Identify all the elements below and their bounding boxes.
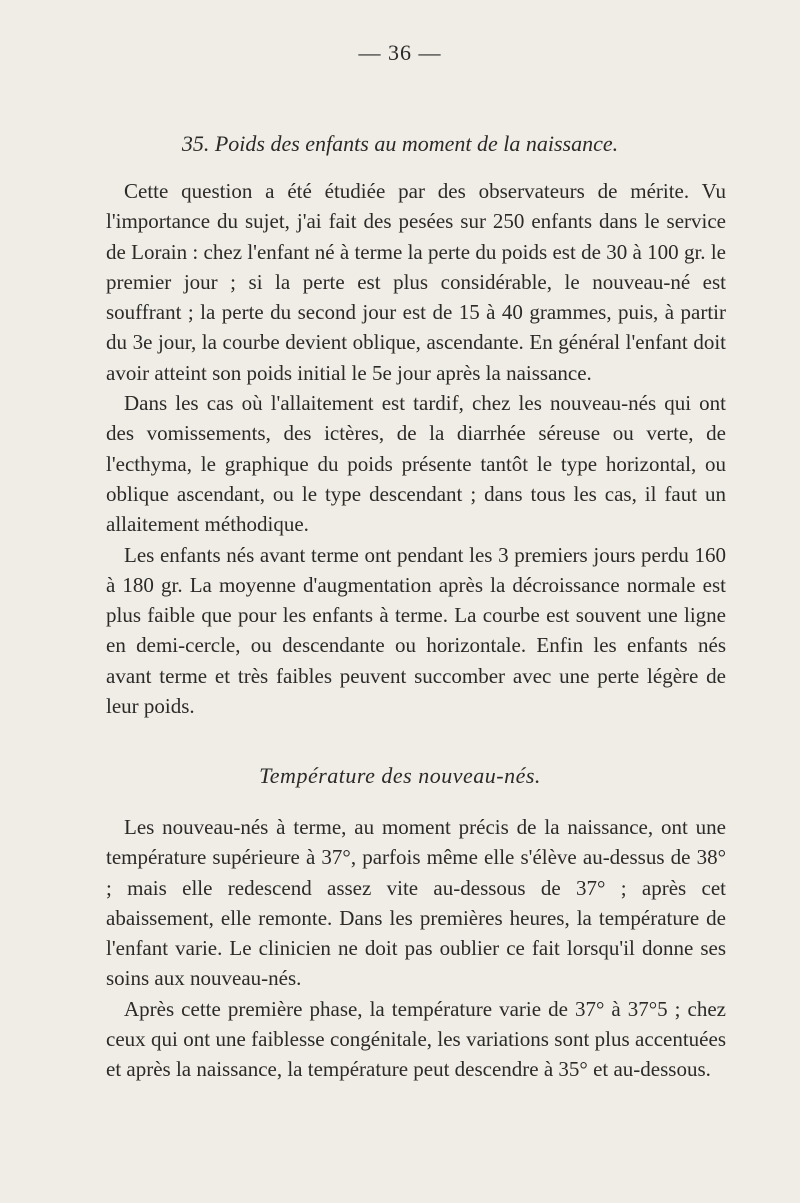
section-body-temperature xyxy=(106,812,726,1085)
paragraph: Les enfants nés avant terme ont pendant les 3 premiers jours perdu 160 à 180 gr. La moyenne d'augmentation après la décroissance normale est plus faible que pour les enfants à terme. La courbe est souvent une ligne en demi-cercle, ou descendante ou horizontale. Enfin les enfants nés avant terme et très faibles peuvent succomber avec une perte légère de leur poids. xyxy=(106,542,726,719)
paragraph: Les nouveau-nés à terme, au moment précis de la naissance, ont une température supérieure à 37°, parfois même elle s'élève au-dessus de 38° ; mais elle redescend assez vite au-dessous de 37° ; après cet abaissement, elle remonte. Dans les premières heures, la température de l'enfant varie. Le clinicien ne doit pas oublier ce fait lorsqu'il donne ses soins aux nouveau-nés. xyxy=(106,815,726,991)
paragraph: Dans les cas où l'allaitement est tardif, chez les nouveau-nés qui ont des vomissements, des ictères, de la diarrhée séreuse ou verte, de l'ecthyma, le graphique du poids présente tantôt le type horizontal, ou oblique ascendant, ou le type descendant ; dans tous les cas, il faut un allaitement méthodique. xyxy=(106,391,726,537)
section-title-temperature: Température des nouveau-nés. xyxy=(259,763,541,788)
section-body-poids xyxy=(106,176,726,721)
page-number: — 36 — xyxy=(358,40,442,65)
paragraph: Après cette première phase, la température varie de 37° à 37°5 ; chez ceux qui ont une faiblesse congénitale, les variations sont plus accentuées et après la naissance, la température peut descendre à 35° et au-dessous. xyxy=(106,996,726,1082)
paragraph: Cette question a été étudiée par des observateurs de mérite. Vu l'importance du sujet, j'ai fait des pesées sur 250 enfants dans le service de Lorain : chez l'enfant né à terme la perte du poids est de 30 à 100 gr. le premier jour ; si la perte est plus considérable, le nouveau-né est souffrant ; la perte du second jour est de 15 à 40 grammes, puis, à partir du 3e jour, la courbe devient oblique, ascendante. En général l'enfant doit avoir atteint son poids initial le 5e jour après la naissance. xyxy=(106,179,726,385)
section-title-poids: 35. Poids des enfants au moment de la naissance. xyxy=(181,131,619,156)
